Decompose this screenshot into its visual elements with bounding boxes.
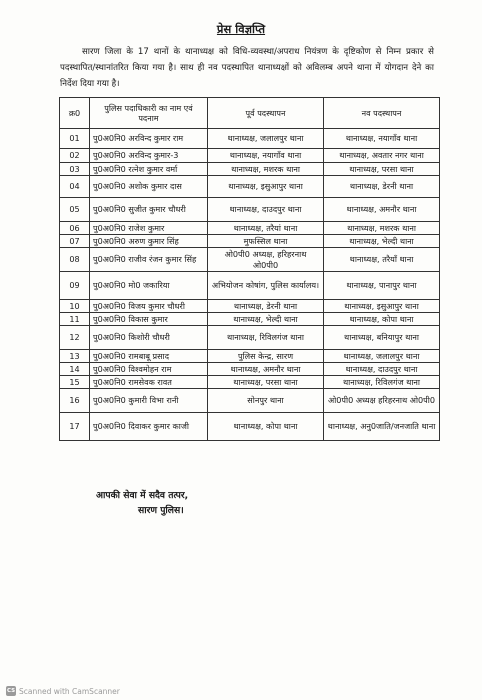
new-posting-cell: थानाध्यक्ष, भेल्दी थाना <box>324 235 440 248</box>
previous-posting-cell: थानाध्यक्ष, रिविलगंज थाना <box>208 326 324 350</box>
officer-name-cell: पु0अ0नि0 दिवाकर कुमार काजी <box>90 413 208 441</box>
officer-name-cell: पु0अ0नि0 रामसेवक रावत <box>90 376 208 389</box>
previous-posting-cell: थानाध्यक्ष, कोपा थाना <box>208 413 324 441</box>
closing-line-2: सारण पुलिस। <box>138 505 184 516</box>
table-row <box>60 300 440 313</box>
new-posting-cell: थानाध्यक्ष, अमनौर थाना <box>324 198 440 222</box>
transfer-table <box>59 97 440 441</box>
officer-name-cell: पु0अ0नि0 विकास कुमार <box>90 313 208 326</box>
closing-line-1: आपकी सेवा में सदैव तत्पर, <box>96 490 189 501</box>
new-posting-cell: थानाध्यक्ष, इसुआपुर थाना <box>324 300 440 313</box>
serial-cell: 15 <box>60 376 90 389</box>
new-posting-cell: थानाध्यक्ष, डेरनी थाना <box>324 176 440 198</box>
serial-cell: 11 <box>60 313 90 326</box>
table-row <box>60 389 440 413</box>
table-row <box>60 129 440 149</box>
serial-cell: 07 <box>60 235 90 248</box>
officer-name-cell: पु0अ0नि0 राजेश कुमार <box>90 222 208 235</box>
serial-cell: 17 <box>60 413 90 441</box>
table-body <box>60 129 440 441</box>
table-row <box>60 350 440 363</box>
new-posting-cell: थानाध्यक्ष, कोपा थाना <box>324 313 440 326</box>
officer-name-cell: पु0अ0नि0 अरविन्द कुमार-3 <box>90 149 208 163</box>
header-previous-posting: पूर्व पदस्थापन <box>208 98 324 129</box>
previous-posting-cell: अभियोजन कोषांग, पुलिस कार्यालय। <box>208 272 324 300</box>
previous-posting-cell: थानाध्यक्ष, जलालपुर थाना <box>208 129 324 149</box>
table-row <box>60 272 440 300</box>
officer-name-cell: पु0अ0नि0 विश्वमोहन राम <box>90 363 208 376</box>
table-row <box>60 235 440 248</box>
header-new-posting: नव पदस्थापन <box>324 98 440 129</box>
new-posting-cell: थानाध्यक्ष, तरैयाँ थाना <box>324 248 440 272</box>
officer-name-cell: पु0अ0नि0 मो0 जकारिया <box>90 272 208 300</box>
previous-posting-cell: मुफस्सिल थाना <box>208 235 324 248</box>
table-row <box>60 248 440 272</box>
previous-posting-cell: थानाध्यक्ष, दाउदपुर थाना <box>208 198 324 222</box>
serial-cell: 14 <box>60 363 90 376</box>
officer-name-cell: पु0अ0नि0 अरविन्द कुमार राम <box>90 129 208 149</box>
previous-posting-cell: थानाध्यक्ष, भेल्दी थाना <box>208 313 324 326</box>
new-posting-cell: थानाध्यक्ष, बनियापुर थाना <box>324 326 440 350</box>
serial-cell: 04 <box>60 176 90 198</box>
serial-cell: 16 <box>60 389 90 413</box>
new-posting-cell: ओ0पी0 अध्यक्ष हरिहरनाथ ओ0पी0 <box>324 389 440 413</box>
table-header-row <box>60 98 440 129</box>
new-posting-cell: थानाध्यक्ष, पानापुर थाना <box>324 272 440 300</box>
new-posting-cell: थानाध्यक्ष, मशरक थाना <box>324 222 440 235</box>
table-row <box>60 198 440 222</box>
previous-posting-cell: थानाध्यक्ष, नयागाँव थाना <box>208 149 324 163</box>
previous-posting-cell: थानाध्यक्ष, मशरक थाना <box>208 163 324 176</box>
previous-posting-cell: थानाध्यक्ष, डेरनी थाना <box>208 300 324 313</box>
table-row <box>60 149 440 163</box>
officer-name-cell: पु0अ0नि0 अरुण कुमार सिंह <box>90 235 208 248</box>
new-posting-cell: थानाध्यक्ष, परसा थाना <box>324 163 440 176</box>
header-officer-name: पुलिस पदाधिकारी का नाम एवं पदनाम <box>90 98 208 129</box>
serial-cell: 13 <box>60 350 90 363</box>
header-serial: क्र0 <box>60 98 90 129</box>
table-row <box>60 363 440 376</box>
serial-cell: 10 <box>60 300 90 313</box>
officer-name-cell: पु0अ0नि0 कुमारी विभा रानी <box>90 389 208 413</box>
serial-cell: 01 <box>60 129 90 149</box>
new-posting-cell: थानाध्यक्ष, जलालपुर थाना <box>324 350 440 363</box>
new-posting-cell: थानाध्यक्ष, नयागाँव थाना <box>324 129 440 149</box>
table-row <box>60 222 440 235</box>
previous-posting-cell: सोनपुर थाना <box>208 389 324 413</box>
intro-paragraph: सारण जिला के 17 थानों के थानाध्यक्ष को विधि-व्यवस्था/अपराध नियंत्रण के दृष्टिकोण से निम्न प्रकार से पदस्थापित/स्थानांतरित किया गया है। साथ ही नव पदस्थापित थानाध्यक्षों को अविलम्ब अपने थाना में योगदान देने का निर्देश दिया गया है। <box>60 47 434 89</box>
new-posting-cell: थानाध्यक्ष, रिविलगंज थाना <box>324 376 440 389</box>
serial-cell: 08 <box>60 248 90 272</box>
table-row <box>60 413 440 441</box>
serial-cell: 12 <box>60 326 90 350</box>
closing-signature <box>96 488 188 518</box>
table-row <box>60 176 440 198</box>
previous-posting-cell: थानाध्यक्ष, इसुआपुर थाना <box>208 176 324 198</box>
serial-cell: 03 <box>60 163 90 176</box>
previous-posting-cell: थानाध्यक्ष, तरैयां थाना <box>208 222 324 235</box>
previous-posting-cell: ओ0पी0 अध्यक्ष, हरिहरनाथ ओ0पी0 <box>208 248 324 272</box>
officer-name-cell: पु0अ0नि0 विजय कुमार चौधरी <box>90 300 208 313</box>
camscanner-icon: CS <box>6 688 16 694</box>
officer-name-cell: पु0अ0नि0 रामबाबू प्रसाद <box>90 350 208 363</box>
serial-cell: 06 <box>60 222 90 235</box>
previous-posting-cell: पुलिस केन्द्र, सारण <box>208 350 324 363</box>
new-posting-cell: थानाध्यक्ष, अवतार नगर थाना <box>324 149 440 163</box>
table-row <box>60 326 440 350</box>
previous-posting-cell: थानाध्यक्ष, अमनौर थाना <box>208 363 324 376</box>
table-row <box>60 376 440 389</box>
scanner-watermark <box>6 686 120 696</box>
previous-posting-cell: थानाध्यक्ष, परसा थाना <box>208 376 324 389</box>
officer-name-cell: पु0अ0नि0 राजीव रंजन कुमार सिंह <box>90 248 208 272</box>
press-release-title: प्रेस विज्ञप्ति <box>216 22 266 36</box>
scanner-text: Scanned with CamScanner <box>19 686 120 696</box>
officer-name-cell: पु0अ0नि0 अशोक कुमार दास <box>90 176 208 198</box>
table-row <box>60 313 440 326</box>
serial-cell: 05 <box>60 198 90 222</box>
officer-name-cell: पु0अ0नि0 रत्नेश कुमार वर्मा <box>90 163 208 176</box>
officer-name-cell: पु0अ0नि0 किशोरी चौधरी <box>90 326 208 350</box>
serial-cell: 09 <box>60 272 90 300</box>
serial-cell: 02 <box>60 149 90 163</box>
table-row <box>60 163 440 176</box>
new-posting-cell: थानाध्यक्ष, अनु0जाति/जनजाति थाना <box>324 413 440 441</box>
officer-name-cell: पु0अ0नि0 सुजीत कुमार चौधरी <box>90 198 208 222</box>
new-posting-cell: थानाध्यक्ष, दाउदपुर थाना <box>324 363 440 376</box>
